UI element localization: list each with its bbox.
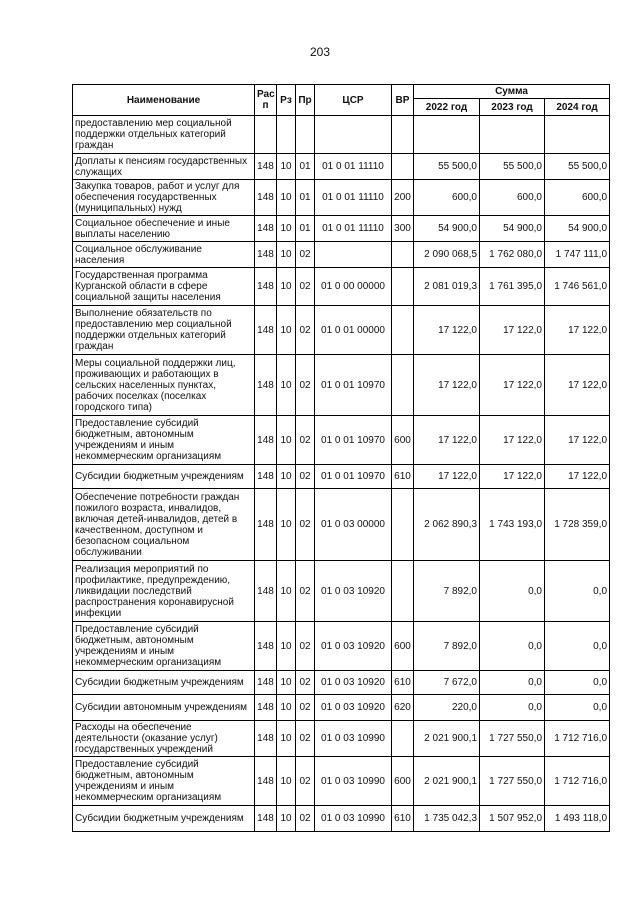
table-cell-vr	[392, 242, 414, 268]
table-cell-2022: 2 021 900,1	[414, 757, 480, 806]
header-2024: 2024 год	[545, 99, 610, 116]
table-cell-vr: 600	[392, 622, 414, 671]
table-cell-2022: 600,0	[414, 180, 480, 216]
table-cell-rasp: 148	[255, 721, 277, 757]
header-rz: Рз	[277, 85, 296, 116]
table-cell-rz: 10	[277, 355, 296, 416]
table-cell-pr: 02	[296, 465, 315, 489]
table-cell-pr: 02	[296, 695, 315, 721]
table-cell-2022	[414, 116, 480, 154]
table-cell-rz: 10	[277, 242, 296, 268]
table-cell-vr	[392, 489, 414, 561]
table-row	[73, 489, 610, 561]
table-cell-2024: 17 122,0	[545, 465, 610, 489]
table-cell-csr: 01 0 03 00000	[315, 489, 392, 561]
table-cell-csr: 01 0 03 10920	[315, 622, 392, 671]
table-row	[73, 268, 610, 306]
table-cell-2023: 1 727 550,0	[480, 757, 545, 806]
table-cell-2024: 1 747 111,0	[545, 242, 610, 268]
table-cell-csr: 01 0 03 10990	[315, 721, 392, 757]
table-cell-rasp: 148	[255, 757, 277, 806]
table-cell-rz: 10	[277, 721, 296, 757]
table-cell-rz: 10	[277, 695, 296, 721]
table-cell-2023: 54 900,0	[480, 216, 545, 242]
table-cell-name: Меры социальной поддержки лиц, проживающих и работающих в сельских населенных пунктах, рабочих поселках (поселках городского типа)	[73, 355, 255, 416]
table-cell-2024: 0,0	[545, 622, 610, 671]
header-name: Наименование	[73, 85, 255, 116]
table-cell-2022: 17 122,0	[414, 355, 480, 416]
table-row	[73, 721, 610, 757]
table-cell-2023: 17 122,0	[480, 416, 545, 465]
table-cell-2024: 1 712 716,0	[545, 721, 610, 757]
table-cell-pr: 02	[296, 242, 315, 268]
table-cell-2024: 1 746 561,0	[545, 268, 610, 306]
table-cell-2022: 7 892,0	[414, 561, 480, 622]
table-cell-rasp: 148	[255, 806, 277, 832]
table-cell-2022: 55 500,0	[414, 154, 480, 180]
table-cell-rasp: 148	[255, 416, 277, 465]
table-cell-vr: 610	[392, 806, 414, 832]
table-cell-csr: 01 0 03 10990	[315, 757, 392, 806]
table-cell-csr	[315, 116, 392, 154]
table-cell-csr: 01 0 01 11110	[315, 180, 392, 216]
table-cell-rasp: 148	[255, 695, 277, 721]
table-cell-vr: 620	[392, 695, 414, 721]
table-cell-rasp: 148	[255, 154, 277, 180]
table-cell-name: Обеспечение потребности граждан пожилого возраста, инвалидов, включая детей-инвалидов, детей в качественном, доступном и безопасном социальном обслуживании	[73, 489, 255, 561]
table-row	[73, 180, 610, 216]
table-cell-2024: 0,0	[545, 561, 610, 622]
table-cell-2022: 220,0	[414, 695, 480, 721]
table-row	[73, 355, 610, 416]
table-cell-csr: 01 0 01 00000	[315, 306, 392, 355]
table-cell-rasp: 148	[255, 671, 277, 695]
table-cell-2022: 2 081 019,3	[414, 268, 480, 306]
table-cell-2022: 2 090 068,5	[414, 242, 480, 268]
table-cell-vr: 200	[392, 180, 414, 216]
table-cell-pr: 02	[296, 806, 315, 832]
table-cell-rasp: 148	[255, 489, 277, 561]
table-cell-rasp	[255, 116, 277, 154]
table-row	[73, 757, 610, 806]
table-cell-2022: 17 122,0	[414, 416, 480, 465]
table-cell-2024: 600,0	[545, 180, 610, 216]
table-cell-pr: 02	[296, 355, 315, 416]
table-row	[73, 116, 610, 154]
table-cell-rz: 10	[277, 561, 296, 622]
table-cell-pr: 01	[296, 154, 315, 180]
table-cell-2024: 17 122,0	[545, 416, 610, 465]
table-cell-vr: 610	[392, 671, 414, 695]
table-cell-rz: 10	[277, 154, 296, 180]
table-cell-rasp: 148	[255, 180, 277, 216]
table-cell-2022: 1 735 042,3	[414, 806, 480, 832]
table-cell-vr	[392, 116, 414, 154]
table-cell-2023: 0,0	[480, 695, 545, 721]
table-cell-2023: 55 500,0	[480, 154, 545, 180]
table-cell-vr	[392, 306, 414, 355]
table-cell-csr	[315, 242, 392, 268]
header-2022: 2022 год	[414, 99, 480, 116]
table-cell-vr	[392, 355, 414, 416]
table-cell-2023: 17 122,0	[480, 355, 545, 416]
table-cell-rasp: 148	[255, 242, 277, 268]
table-cell-name: Социальное обеспечение и иные выплаты населению	[73, 216, 255, 242]
table-cell-csr: 01 0 01 11110	[315, 154, 392, 180]
table-cell-name: Предоставление субсидий бюджетным, автономным учреждениям и иным некоммерческим организациям	[73, 622, 255, 671]
table-cell-pr: 02	[296, 489, 315, 561]
table-cell-name: Субсидии бюджетным учреждениям	[73, 671, 255, 695]
header-csr: ЦСР	[315, 85, 392, 116]
table-cell-name: Расходы на обеспечение деятельности (оказание услуг) государственных учреждений	[73, 721, 255, 757]
table-cell-name: Субсидии автономным учреждениям	[73, 695, 255, 721]
table-row	[73, 695, 610, 721]
table-row	[73, 154, 610, 180]
table-row	[73, 671, 610, 695]
table-cell-rz	[277, 116, 296, 154]
table-cell-2022: 54 900,0	[414, 216, 480, 242]
table-cell-rasp: 148	[255, 306, 277, 355]
table-cell-name: Выполнение обязательств по предоставлению мер социальной поддержки отдельных категорий граждан	[73, 306, 255, 355]
table-cell-rz: 10	[277, 180, 296, 216]
table-cell-csr: 01 0 00 00000	[315, 268, 392, 306]
table-cell-rz: 10	[277, 757, 296, 806]
table-row	[73, 561, 610, 622]
table-row	[73, 806, 610, 832]
table-cell-rz: 10	[277, 671, 296, 695]
table-cell-2022: 2 062 890,3	[414, 489, 480, 561]
table-cell-vr	[392, 154, 414, 180]
table-cell-vr: 300	[392, 216, 414, 242]
table-cell-csr: 01 0 01 10970	[315, 416, 392, 465]
table-cell-name: Субсидии бюджетным учреждениям	[73, 465, 255, 489]
table-cell-2024: 1 493 118,0	[545, 806, 610, 832]
table-cell-vr: 610	[392, 465, 414, 489]
table-cell-2023: 1 762 080,0	[480, 242, 545, 268]
table-cell-2023: 17 122,0	[480, 306, 545, 355]
table-cell-2024: 54 900,0	[545, 216, 610, 242]
header-pr: Пр	[296, 85, 315, 116]
table-cell-name: Субсидии бюджетным учреждениям	[73, 806, 255, 832]
table-cell-2023: 0,0	[480, 622, 545, 671]
table-cell-rasp: 148	[255, 216, 277, 242]
table-cell-pr: 02	[296, 306, 315, 355]
table-cell-vr: 600	[392, 416, 414, 465]
table-cell-csr: 01 0 03 10920	[315, 671, 392, 695]
table-cell-2023: 600,0	[480, 180, 545, 216]
table-cell-2023: 17 122,0	[480, 465, 545, 489]
table-cell-vr	[392, 268, 414, 306]
budget-table	[72, 84, 610, 832]
table-cell-csr: 01 0 01 10970	[315, 355, 392, 416]
table-cell-csr: 01 0 01 10970	[315, 465, 392, 489]
table-cell-rz: 10	[277, 268, 296, 306]
table-cell-2022: 7 672,0	[414, 671, 480, 695]
table-cell-rasp: 148	[255, 355, 277, 416]
table-cell-2022: 2 021 900,1	[414, 721, 480, 757]
header-vr: ВР	[392, 85, 414, 116]
table-cell-2024: 17 122,0	[545, 355, 610, 416]
table-cell-rasp: 148	[255, 268, 277, 306]
table-cell-vr: 600	[392, 757, 414, 806]
table-row	[73, 416, 610, 465]
header-2023: 2023 год	[480, 99, 545, 116]
table-cell-2023: 0,0	[480, 561, 545, 622]
table-cell-rasp: 148	[255, 622, 277, 671]
table-cell-2024: 17 122,0	[545, 306, 610, 355]
table-cell-2022: 17 122,0	[414, 306, 480, 355]
table-cell-rz: 10	[277, 416, 296, 465]
header-sum: Сумма	[414, 85, 610, 99]
table-cell-2024: 1 728 359,0	[545, 489, 610, 561]
table-cell-2022: 17 122,0	[414, 465, 480, 489]
page-number: 203	[309, 45, 331, 59]
table-cell-name: Предоставление субсидий бюджетным, автономным учреждениям и иным некоммерческим организациям	[73, 416, 255, 465]
table-cell-vr	[392, 561, 414, 622]
table-cell-2024: 55 500,0	[545, 154, 610, 180]
table-cell-2024	[545, 116, 610, 154]
table-cell-name: Предоставление субсидий бюджетным, автономным учреждениям и иным некоммерческим организациям	[73, 757, 255, 806]
table-cell-2022: 7 892,0	[414, 622, 480, 671]
table-cell-2023: 0,0	[480, 671, 545, 695]
table-cell-csr: 01 0 03 10990	[315, 806, 392, 832]
table-cell-2023: 1 507 952,0	[480, 806, 545, 832]
table-cell-name: Государственная программа Курганской области в сфере социальной защиты населения	[73, 268, 255, 306]
table-cell-pr: 02	[296, 721, 315, 757]
table-cell-rz: 10	[277, 216, 296, 242]
table-cell-2023	[480, 116, 545, 154]
table-cell-name: Социальное обслуживание населения	[73, 242, 255, 268]
table-cell-csr: 01 0 01 11110	[315, 216, 392, 242]
table-cell-pr: 02	[296, 671, 315, 695]
header-rasp: Рас п	[255, 85, 277, 116]
table-row	[73, 216, 610, 242]
table-cell-csr: 01 0 03 10920	[315, 561, 392, 622]
table-row	[73, 306, 610, 355]
table-cell-csr: 01 0 03 10920	[315, 695, 392, 721]
table-cell-2023: 1 761 395,0	[480, 268, 545, 306]
table-cell-2023: 1 727 550,0	[480, 721, 545, 757]
table-cell-pr: 01	[296, 216, 315, 242]
table-cell-pr: 02	[296, 268, 315, 306]
table-cell-name: Реализация мероприятий по профилактике, предупреждению, ликвидации последствий распространения коронавирусной инфекции	[73, 561, 255, 622]
table-row	[73, 465, 610, 489]
table-cell-rz: 10	[277, 306, 296, 355]
table-cell-2024: 1 712 716,0	[545, 757, 610, 806]
table-cell-pr: 02	[296, 622, 315, 671]
table-cell-name: Закупка товаров, работ и услуг для обеспечения государственных (муниципальных) нужд	[73, 180, 255, 216]
table-cell-rasp: 148	[255, 561, 277, 622]
table-cell-pr: 02	[296, 757, 315, 806]
table-cell-pr	[296, 116, 315, 154]
table-cell-2024: 0,0	[545, 695, 610, 721]
table-cell-2024: 0,0	[545, 671, 610, 695]
table-cell-pr: 01	[296, 180, 315, 216]
table-cell-rz: 10	[277, 622, 296, 671]
table-cell-2023: 1 743 193,0	[480, 489, 545, 561]
table-row	[73, 242, 610, 268]
table-cell-vr	[392, 721, 414, 757]
table-cell-rz: 10	[277, 465, 296, 489]
table-cell-pr: 02	[296, 416, 315, 465]
table-cell-name: Доплаты к пенсиям государственных служащих	[73, 154, 255, 180]
table-cell-rz: 10	[277, 489, 296, 561]
table-cell-name: предоставлению мер социальной поддержки отдельных категорий граждан	[73, 116, 255, 154]
table-cell-rz: 10	[277, 806, 296, 832]
table-cell-rasp: 148	[255, 465, 277, 489]
table-row	[73, 622, 610, 671]
table-cell-pr: 02	[296, 561, 315, 622]
